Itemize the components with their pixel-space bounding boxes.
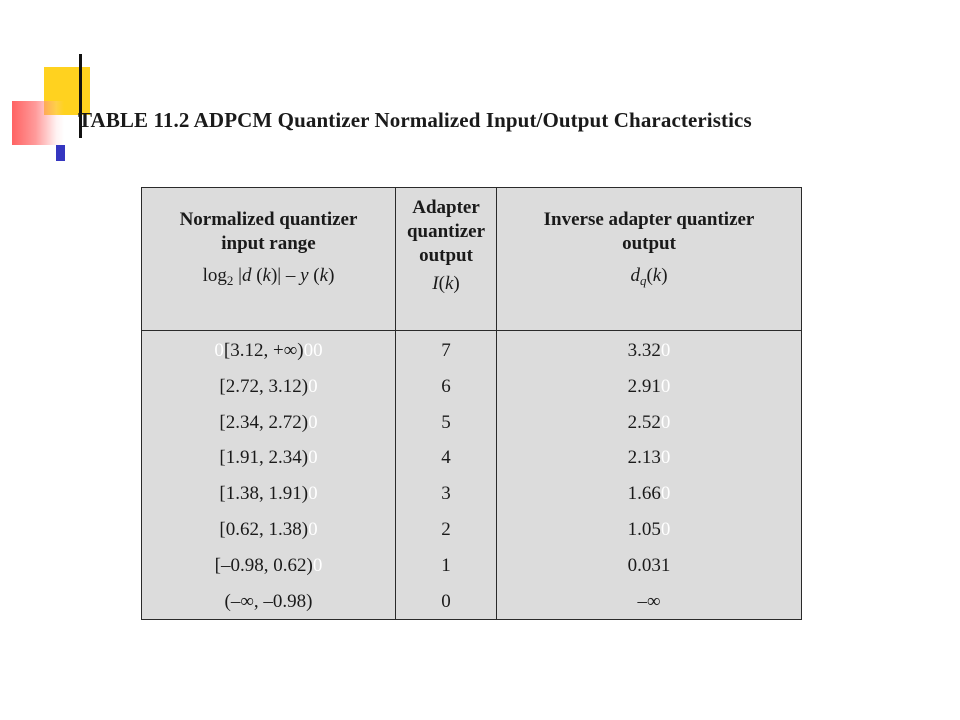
cell-output: 2.130 (497, 440, 802, 476)
table-row (142, 512, 802, 548)
table-row (142, 440, 802, 476)
table-row (142, 476, 802, 512)
cell-range: [1.91, 2.34)0 (142, 440, 396, 476)
header-input-range (142, 188, 396, 331)
table-row (142, 369, 802, 405)
quantizer-table (141, 187, 802, 620)
cell-index: 5 (396, 405, 497, 441)
cell-range: (–∞, –0.98) (142, 584, 396, 620)
cell-index: 6 (396, 369, 497, 405)
cell-range: [2.34, 2.72)0 (142, 405, 396, 441)
slide-corner-ornament (0, 0, 120, 170)
header-adapter-output-line3: output (419, 245, 473, 266)
cell-output: 0.031 (497, 548, 802, 584)
ornament-red-gradient (12, 101, 64, 145)
cell-range: [2.72, 3.12)0 (142, 369, 396, 405)
cell-output: 2.520 (497, 405, 802, 441)
cell-index: 1 (396, 548, 497, 584)
header-inverse-output-line1: Inverse adapter quantizer (543, 209, 755, 230)
cell-range: [0.62, 1.38)0 (142, 512, 396, 548)
table-row (142, 331, 802, 369)
header-adapter-output (396, 188, 497, 331)
cell-index: 0 (396, 584, 497, 620)
cell-index: 4 (396, 440, 497, 476)
cell-output: 3.320 (497, 331, 802, 369)
cell-output: 1.050 (497, 512, 802, 548)
table-row (142, 548, 802, 584)
header-inverse-output (497, 188, 802, 331)
cell-output: 1.660 (497, 476, 802, 512)
cell-index: 3 (396, 476, 497, 512)
table-row (142, 405, 802, 441)
header-input-range-line2: input range (221, 233, 316, 254)
ornament-blue-square (56, 145, 65, 161)
header-input-range-expr: $\log_2 |d$ (k)| – y (k) (202, 265, 335, 288)
header-inverse-output-expr: $d_q(k)$ (630, 265, 668, 288)
header-adapter-output-line1: Adapter (412, 197, 480, 218)
header-inverse-output-line2: output (622, 233, 676, 254)
table-row (142, 584, 802, 620)
cell-range: [1.38, 1.91)0 (142, 476, 396, 512)
cell-range: [–0.98, 0.62)0 (142, 548, 396, 584)
cell-range: 0[3.12, +∞)00 (142, 331, 396, 369)
table-header-row (142, 188, 802, 331)
header-adapter-output-expr: I(k) (432, 273, 460, 294)
cell-output: –∞ (497, 584, 802, 620)
header-input-range-line1: Normalized quantizer (179, 209, 358, 230)
header-adapter-output-line2: quantizer (406, 221, 486, 242)
cell-index: 2 (396, 512, 497, 548)
cell-index: 7 (396, 331, 497, 369)
cell-output: 2.910 (497, 369, 802, 405)
table-title: TABLE 11.2 ADPCM Quantizer Normalized Input/Output Characteristics (78, 108, 752, 132)
